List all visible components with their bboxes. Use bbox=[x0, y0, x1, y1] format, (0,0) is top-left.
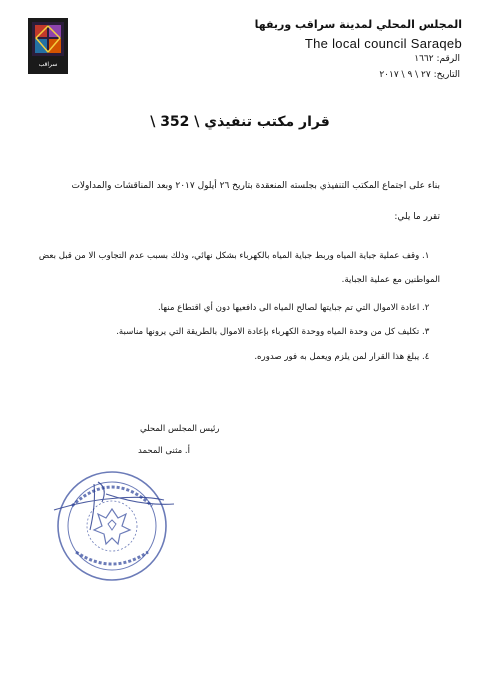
decision-item bbox=[34, 320, 440, 344]
item-text: اعادة الاموال التي تم جبايتها لصالح المياه الى دافعيها دون أي اقتطاع منها. bbox=[157, 303, 420, 313]
logo-text: سراقب bbox=[38, 61, 58, 68]
item-text: تكليف كل من وحدة المياه ووحدة الكهرباء بإعادة الاموال بالطريقة التي يرونها مناسبة. bbox=[116, 327, 420, 337]
reference-label: الرقم: bbox=[436, 54, 460, 64]
document-date bbox=[379, 70, 460, 80]
item-number: ١. bbox=[422, 251, 430, 261]
decision-item bbox=[34, 345, 440, 369]
signature-role: رئيس المجلس المحلي bbox=[140, 424, 220, 434]
signature-name: أ. مثنى المحمد bbox=[138, 446, 190, 456]
item-text: وقف عملية جباية المياه وربط جباية المياه بالكهرباء بشكل نهائي، وذلك بسبب عدم التجاوب الا من قبل بعض المواطنين مع عملية الجباية. bbox=[38, 251, 440, 285]
item-number: ٣. bbox=[422, 327, 430, 337]
item-number: ٤. bbox=[422, 352, 430, 362]
council-name-arabic: المجلس المحلي لمدينة سراقب وريفها bbox=[254, 18, 462, 31]
council-name-english: The local council Saraqeb bbox=[304, 36, 462, 51]
decision-title: قرار مكتب تنفيذي \ 352 \ bbox=[150, 114, 330, 130]
item-number: ٢. bbox=[422, 303, 430, 313]
reference-value: ١٦٦٢ bbox=[414, 54, 434, 64]
decided-heading: تقرر ما يلي: bbox=[394, 212, 440, 222]
council-logo bbox=[28, 18, 68, 74]
date-value: ٢٧ \ ٩ \ ٢٠١٧ bbox=[379, 70, 431, 80]
reference-number bbox=[414, 54, 460, 64]
decision-item bbox=[34, 296, 440, 320]
decision-item bbox=[34, 244, 440, 292]
intro-paragraph: بناء على اجتماع المكتب التنفيذي بجلسته المنعقدة بتاريخ ٢٦ أيلول ٢٠١٧ وبعد المناقشات والمداولات bbox=[71, 181, 440, 191]
item-text: يبلغ هذا القرار لمن يلزم ويعمل به فور صدوره. bbox=[254, 352, 420, 362]
date-label: التاريخ: bbox=[433, 70, 460, 80]
official-stamp bbox=[46, 454, 178, 586]
